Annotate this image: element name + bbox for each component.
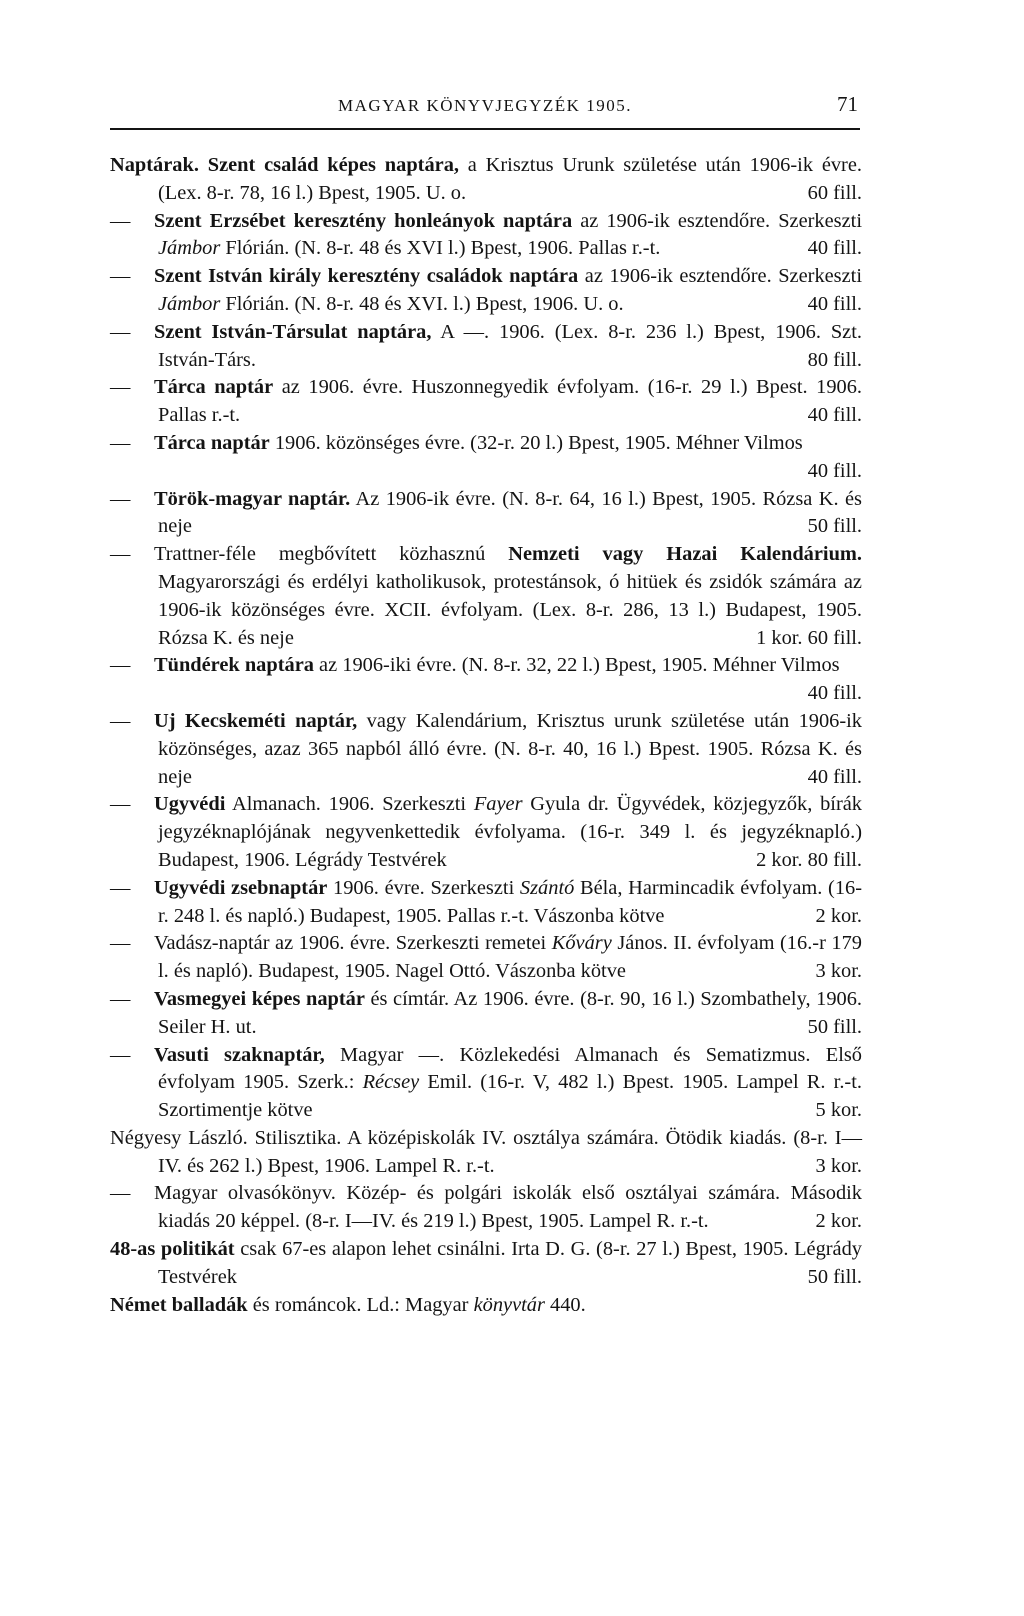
entry-price: 50 fill. <box>807 515 862 538</box>
page-number: 71 <box>837 92 858 116</box>
entry-text: Trattner-féle megbővített közhasznú <box>154 543 509 566</box>
entry-price: 2 kor. <box>815 904 862 927</box>
ditto-dash: — <box>110 265 131 288</box>
ditto-dash: — <box>110 1043 131 1066</box>
entry-text: az 1906-ik esztendőre. Szerkeszti <box>578 265 863 288</box>
running-head <box>110 92 860 126</box>
entry-price: 50 fill. <box>807 1015 862 1038</box>
catalog-entry-uj-kecskemeti <box>110 708 862 791</box>
entry-heading: Ugyvédi zsebnaptár <box>154 876 328 899</box>
entry-text: László. Stilisztika. A középiskolák IV. osztálya számára. Ötödik kiadás. (8-r. I—IV. és 262 l.) Bpest, 1906. Lampel R. r.-t. <box>158 1126 862 1177</box>
entry-heading: 48-as politikát <box>110 1238 235 1261</box>
ditto-dash: — <box>110 876 131 899</box>
entry-text: Emil. (16-r. V, 482 l.) Bpest. 1905. Lampel R. r.-t. Szortimentje kötve <box>158 1071 862 1122</box>
entry-heading: Vasuti szaknaptár, <box>154 1043 325 1066</box>
catalog-entry-vasuti-szaknaptar <box>110 1042 862 1125</box>
entry-text: Magyarországi és erdélyi katholikusok, protestánsok, ó hitüek és zsidók számára az 1906-ik közönséges évre. XCII. évfolyam. (Lex. 8-r. 286, 13 l.) Budapest, 1905. Rózsa K. és neje <box>158 570 862 649</box>
entry-heading: Négyesy <box>110 1126 182 1149</box>
entry-price: 40 fill. <box>807 682 862 705</box>
entry-editor-name: Kőváry <box>551 932 612 955</box>
catalog-entry-ugyvedi-zsebnaptar <box>110 875 862 931</box>
entry-text: az 1906. évre. Huszonnegyedik évfolyam. (16-r. 29 l.) Bpest. 1906. Pallas r.-t. <box>158 376 862 427</box>
entry-text: A —. 1906. (Lex. 8-r. 236 l.) Bpest, 1906. Szt. István-Társ. <box>158 320 862 371</box>
entry-heading: Tárca naptár <box>154 376 274 399</box>
entry-text: és címtár. Az 1906. évre. (8-r. 90, 16 l.) Szombathely, 1906. Seiler H. ut. <box>158 987 863 1038</box>
entry-text: a Krisztus Urunk születése után 1906-ik évre. (Lex. 8-r. 78, 16 l.) Bpest, 1905. U. o. <box>158 154 862 204</box>
ditto-dash: — <box>110 654 131 677</box>
entry-heading: Uj Kecskeméti naptár, <box>154 709 358 732</box>
ditto-dash: — <box>110 376 131 399</box>
entry-price: 1 kor. 60 fill. <box>756 626 862 649</box>
ditto-dash: — <box>110 320 131 343</box>
catalog-entry-tarca-naptar-2 <box>110 430 862 482</box>
ditto-dash: — <box>110 932 131 955</box>
ditto-dash: — <box>110 709 131 732</box>
catalog-entry-tarca-naptar-1 <box>110 374 862 430</box>
entry-series-name: könyvtár <box>473 1293 545 1316</box>
catalog-entry-naptarak-szent-csalad <box>110 152 862 208</box>
entry-heading: Török-magyar naptár. <box>154 487 351 510</box>
entry-heading: Vasmegyei képes naptár <box>154 987 365 1010</box>
entry-price: 2 kor. <box>815 1210 862 1233</box>
entry-heading: Naptárak. Szent család képes naptára, <box>110 154 459 176</box>
catalog-entry-vadasz-naptar <box>110 930 862 986</box>
ditto-dash: — <box>110 431 131 454</box>
entry-heading: Szent Erzsébet keresztény honleányok naptára <box>154 209 573 232</box>
entry-text: vagy Kalendárium, Krisztus urunk születése után 1906-ik közönséges, azaz 365 napból álló évre. (N. 8-r. 40, 16 l.) Bpest. 1905. Rózsa K. és neje <box>158 709 862 788</box>
entry-text: az 1906-iki évre. (N. 8-r. 32, 22 l.) Bpest, 1905. Méhner Vilmos <box>313 654 840 677</box>
entry-text: 440. <box>544 1293 586 1316</box>
entry-heading: Német balladák <box>110 1293 248 1316</box>
entry-price: 40 fill. <box>807 459 862 482</box>
running-title: MAGYAR KÖNYVJEGYZÉK 1905. <box>338 96 632 115</box>
catalog-entry-nemet-balladak <box>110 1292 862 1320</box>
entry-heading: Szent István-Társulat naptára, <box>154 320 432 343</box>
catalog-entry-magyar-olvasokonyv <box>110 1180 862 1236</box>
ditto-dash: — <box>110 987 131 1010</box>
ditto-dash: — <box>110 793 131 816</box>
ditto-dash: — <box>110 487 131 510</box>
entry-price: 40 fill. <box>807 292 862 315</box>
entry-price: 3 kor. <box>815 960 862 983</box>
entry-price: 40 fill. <box>807 765 862 788</box>
catalog-entry-48-as-politikat <box>110 1236 862 1292</box>
catalog-entry-szent-istvan-kiraly <box>110 263 862 319</box>
entry-heading: Szent István király keresztény családok naptára <box>154 265 579 288</box>
entry-text: 1906. évre. Szerkeszti <box>327 876 520 899</box>
entry-text: János. II. évfolyam (16.-r 179 l. és napló). Budapest, 1905. Nagel Ottó. Vászonba kötve <box>158 932 862 983</box>
entry-text: Béla, Harmincadik évfolyam. (16-r. 248 l. és napló.) Budapest, 1905. Pallas r.-t. Vászonba kötve <box>158 876 863 927</box>
entry-editor-name: Récsey <box>362 1071 420 1094</box>
entry-text: Az 1906-ik évre. (N. 8-r. 64, 16 l.) Bpest, 1905. Rózsa K. és neje <box>158 487 862 538</box>
entry-text: 1906. közönséges évre. (32-r. 20 l.) Bpest, 1905. Méhner Vilmos <box>269 431 803 454</box>
entry-heading: Vadász-naptár <box>154 932 270 955</box>
entry-price: 80 fill. <box>807 348 862 371</box>
entry-heading: Tündérek naptára <box>154 654 314 677</box>
catalog-body <box>110 152 862 1319</box>
entry-text: Magyar —. Közlekedési Almanach és Sematizmus. Első évfolyam 1905. Szerk.: <box>158 1043 862 1094</box>
header-rule <box>110 128 860 130</box>
catalog-entry-vasmegyei-naptar <box>110 986 862 1042</box>
catalog-entry-negyesy-stilisztika <box>110 1125 862 1181</box>
entry-price: 2 kor. 80 fill. <box>756 848 862 871</box>
entry-price: 40 fill. <box>807 237 862 260</box>
catalog-entry-trattner-kalendarium <box>110 541 862 652</box>
entry-text: az 1906-ik esztendőre. Szerkeszti <box>572 209 862 232</box>
entry-price: 40 fill. <box>807 404 862 427</box>
entry-text: és románcok. Ld.: Magyar <box>247 1293 474 1316</box>
entry-price: 5 kor. <box>815 1099 862 1122</box>
entry-heading: Tárca naptár <box>154 431 270 454</box>
entry-editor-name: Jámbor <box>158 292 221 315</box>
ditto-dash: — <box>110 209 131 232</box>
catalog-entry-ugyvedi-almanach <box>110 791 862 874</box>
entry-text: Flórián. (N. 8-r. 48 és XVI. l.) Bpest, 1906. U. o. <box>220 292 624 315</box>
entry-price: 50 fill. <box>807 1265 862 1288</box>
entry-price: 60 fill. <box>807 181 862 204</box>
entry-text: csak 67-es alapon lehet csinálni. Irta D. G. (8-r. 27 l.) Bpest, 1905. Légrády Testvérek <box>158 1238 863 1288</box>
entry-editor-name: Fayer <box>473 793 523 816</box>
catalog-entry-szent-istvan-tarsulat <box>110 319 862 375</box>
entry-text: Gyula dr. Ügyvédek, közjegyzők, bírák jegyzéknaplójának negyvenkettedik évfolyama. (16-r. 349 l. és jegyzéknapló.) Budapest, 1906. Légrády Testvérek <box>158 793 862 871</box>
entry-editor-name: Szántó <box>519 876 575 899</box>
ditto-dash: — <box>110 543 131 566</box>
catalog-entry-tunderek-naptara <box>110 652 862 705</box>
entry-heading: Nemzeti vagy Hazai Kalendárium. <box>508 543 862 566</box>
entry-editor-name: Jámbor <box>158 237 221 260</box>
entry-text: Almanach. 1906. Szerkeszti <box>225 793 474 816</box>
entry-text: Magyar olvasókönyv. Közép- és polgári iskolák első osztályai számára. Második kiadás 20 képpel. (8-r. I—IV. és 219 l.) Bpest, 1905. Lampel R. r.-t. <box>154 1182 862 1233</box>
entry-text: Flórián. (N. 8-r. 48 és XVI l.) Bpest, 1906. Pallas r.-t. <box>220 237 661 260</box>
catalog-entry-torok-magyar <box>110 486 862 542</box>
entry-price: 3 kor. <box>815 1154 862 1177</box>
entry-text: az 1906. évre. Szerkeszti remetei <box>269 932 552 955</box>
entry-heading: Ugyvédi <box>154 793 226 816</box>
catalog-entry-szent-erzsebet <box>110 208 862 264</box>
ditto-dash: — <box>110 1182 131 1205</box>
